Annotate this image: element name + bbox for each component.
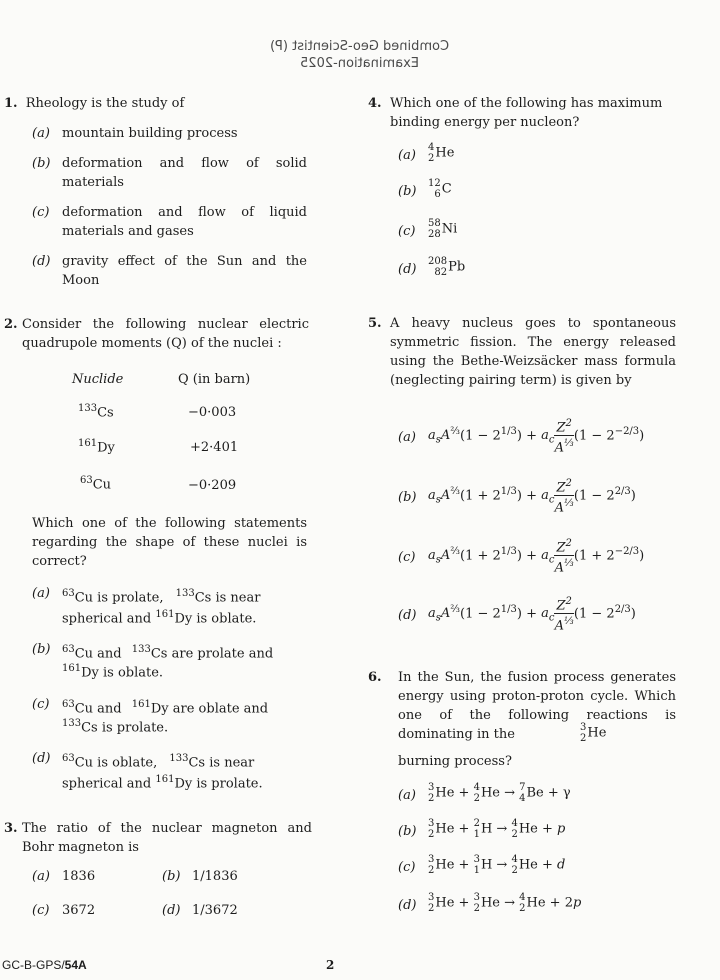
option-label: (a) xyxy=(32,126,50,141)
question-1 xyxy=(4,94,324,113)
option-text: 1836 xyxy=(62,869,96,884)
option-label: (d) xyxy=(398,608,417,623)
option-label: (d) xyxy=(398,898,417,913)
option-label: (c) xyxy=(398,550,416,565)
option-text: deformation and flow of solid materials xyxy=(62,156,307,190)
question-number: 2. xyxy=(4,317,18,332)
he3-symbol: 3 2 He xyxy=(580,722,607,744)
option-text: mountain building process xyxy=(62,126,238,141)
q2-question: Which one of the following statements regarding the shape of these nuclei is correct? xyxy=(32,516,307,569)
option-label: (c) xyxy=(32,903,50,918)
header-line1: Combined Geo-Scientist (P) xyxy=(270,39,450,54)
option-label: (a) xyxy=(398,788,416,803)
option-label: (a) xyxy=(32,869,50,884)
question-text: In the Sun, the fusion process generates energy using proton-proton cycle. Which one of the following reactions is dominating in the xyxy=(398,670,676,742)
q6-question-end: burning process? xyxy=(398,754,512,769)
question-number: 3. xyxy=(4,821,18,836)
option-label: (c) xyxy=(398,224,416,239)
option-text: 1/3672 xyxy=(192,903,238,918)
q-value-cs: −0·003 xyxy=(188,405,237,420)
option-text: gravity effect of the Sun and the Moon xyxy=(62,254,307,288)
page-header xyxy=(0,38,720,72)
question-number: 1. xyxy=(4,96,18,111)
option-text: 3672 xyxy=(62,903,96,918)
question-text: A heavy nucleus goes to spontaneous symmetric fission. The energy released using the Bethe-Weizsäcker mass formula (neglecting pairing term) is given by xyxy=(390,316,676,388)
footer-code: GC-B-GPS/54A xyxy=(2,958,87,972)
option-label: (c) xyxy=(398,860,416,875)
header-line2: Examination-2025 xyxy=(300,56,420,71)
question-number: 4. xyxy=(368,96,382,111)
option-label: (b) xyxy=(398,824,417,839)
option-label: (b) xyxy=(162,869,181,884)
page-number: 2 xyxy=(326,958,335,972)
option-text: 1/1836 xyxy=(192,869,238,884)
option-label: (c) xyxy=(32,205,50,220)
option-label: (d) xyxy=(162,903,181,918)
nuclide-cu: $^{63}$Cu xyxy=(80,475,112,493)
question-number: 6. xyxy=(368,670,382,685)
option-label: (c) xyxy=(32,697,50,712)
option-label: (b) xyxy=(32,156,51,171)
table-header-nuclide: Nuclide xyxy=(72,372,124,387)
q-value-dy: +2·401 xyxy=(190,440,239,455)
question-4 xyxy=(368,94,678,130)
table-header-q: Q (in barn) xyxy=(178,372,251,387)
question-text: Rheology is the study of xyxy=(25,96,185,111)
question-text: The ratio of the nuclear magneton and Bohr magneton is xyxy=(22,821,312,855)
question-text: Which one of the following has maximum binding energy per nucleon? xyxy=(390,96,663,130)
nuclide-cs: $^{133}$Cs xyxy=(78,403,114,421)
option-label: (b) xyxy=(398,184,417,199)
option-label: (b) xyxy=(398,490,417,505)
question-3 xyxy=(4,819,314,855)
option-label: (d) xyxy=(32,254,51,269)
option-label: (b) xyxy=(32,642,51,657)
option-label: (d) xyxy=(398,262,417,277)
option-label: (a) xyxy=(398,148,416,163)
option-label: (a) xyxy=(32,586,50,601)
question-text: Consider the following nuclear electric quadrupole moments (Q) of the nuclei : xyxy=(22,317,309,351)
q-value-cu: −0·209 xyxy=(188,478,237,493)
option-text: deformation and flow of liquid materials and gases xyxy=(62,205,307,239)
question-5 xyxy=(368,314,678,388)
option-label: (a) xyxy=(398,430,416,445)
nuclide-dy: $^{161}$Dy xyxy=(78,438,115,456)
question-2 xyxy=(4,315,309,351)
option-label: (d) xyxy=(32,751,51,766)
question-number: 5. xyxy=(368,316,382,331)
